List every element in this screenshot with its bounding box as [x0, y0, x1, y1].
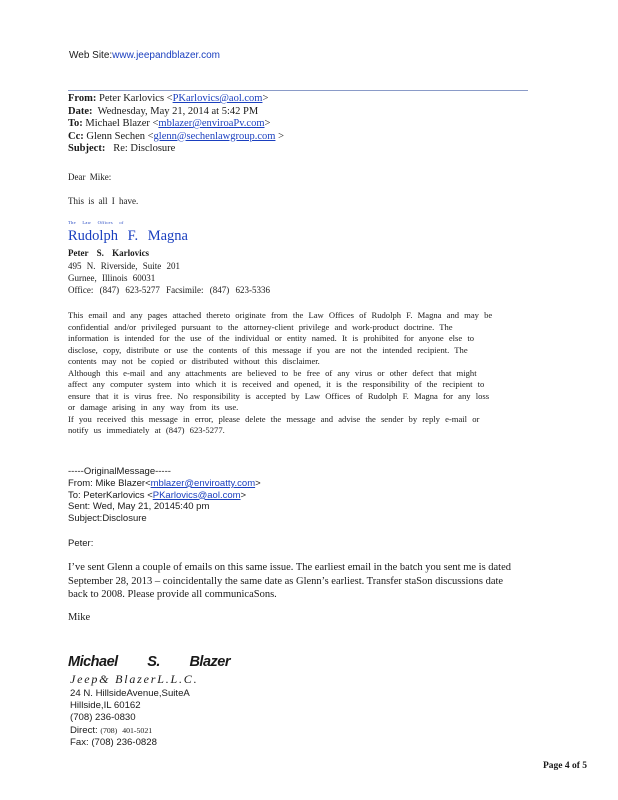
cc-close: >	[275, 130, 285, 142]
disclaimer-block	[68, 310, 518, 437]
original-to-close: >	[240, 489, 247, 501]
to-email-link[interactable]: mblazer@enviroaPv.com	[158, 118, 265, 129]
original-divider: -----OriginalMessage-----	[68, 466, 171, 477]
disclaimer-line: notify us immediately at (847) 623-5277.	[68, 425, 225, 435]
blazer-sig-direct-label: Direct:	[70, 724, 98, 736]
original-to-label: To: PeterKarlovics <	[68, 489, 153, 501]
page-number: Page 4 of 5	[543, 761, 588, 771]
original-to-line	[68, 490, 261, 502]
blazer-sig-direct	[70, 725, 190, 737]
message-line-1: I’ve sent Glenn a couple of emails on this same issue. The earliest email in the batch you sent me is dated	[68, 562, 512, 573]
original-subject-line: Subject:Disclosure	[68, 513, 147, 525]
original-from-email-link[interactable]: mblazer@enviroatty.com	[150, 477, 256, 489]
original-sent-line: Sent: Wed, May 21, 20145:40 pm	[68, 501, 210, 513]
website-link[interactable]: www.jeepandblazer.com	[112, 50, 221, 61]
from-close: >	[262, 93, 269, 104]
from-name: Peter Karlovics <	[99, 93, 173, 104]
law-sig-person: Peter S. Karlovics	[68, 248, 150, 258]
cc-label: Cc:	[68, 130, 84, 142]
to-label: To:	[68, 118, 83, 129]
blazer-sig-address2: Hillside,IL 60162	[70, 700, 141, 712]
message-line-3: back to 2008. Please provide all communicaSons.	[68, 589, 277, 600]
to-line	[68, 118, 548, 131]
original-to-email-link[interactable]: PKarlovics@aol.com	[152, 489, 241, 501]
original-from-close: >	[255, 477, 261, 489]
blazer-sig-fax: Fax: (708) 236-0828	[70, 736, 157, 748]
to-name: Michael Blazer <	[85, 118, 159, 129]
disclaimer-line: If you received this message in error, please delete the message and advise the sender by reply e-mail or	[68, 413, 480, 424]
message-greeting: Peter:	[68, 538, 94, 549]
cc-email-link[interactable]: glenn@sechenlawgroup.com	[153, 130, 276, 142]
email-header	[68, 93, 548, 156]
law-sig-address2: Gurnee, Illinois 60031	[68, 273, 156, 283]
disclaimer-line: Although this e-mail and any attachments are believed to be free of any virus or other defect that might	[68, 367, 477, 378]
blazer-sig-phone: (708) 236-0830	[70, 712, 136, 724]
date-line	[68, 106, 548, 119]
from-email-link[interactable]: PKarlovics@aol.com	[172, 93, 263, 104]
law-sig-address1: 495 N. Riverside, Suite 201	[68, 261, 180, 271]
date-value: Wednesday, May 21, 2014 at 5:42 PM	[97, 105, 259, 117]
subject-line	[68, 143, 548, 156]
message-signoff: Mike	[68, 612, 91, 623]
blazer-sig-company: Jeep& BlazerL.L.C.	[70, 672, 199, 686]
cc-line	[68, 131, 548, 144]
disclaimer-line: information is intended for the use of the individual or entity named. It is prohibited for anyone else to	[68, 333, 475, 343]
message-line-2: September 28, 2013 – coincidentally the same date as Glenn’s earliest. Transfer staSon discussions date	[68, 575, 504, 587]
website-line	[69, 50, 220, 61]
law-sig-phones: Office: (847) 623-5277 Facsimile: (847) 623-5336	[68, 285, 271, 295]
disclaimer-line: affect any computer system into which it is received and opened, it is the responsibility of the recipient to	[68, 379, 485, 389]
disclaimer-line: ensure that it is virus free. No responsibility is accepted by Law Offices of Rudolph F. Magna for any loss	[68, 390, 490, 401]
blazer-sig-direct-value: (708) 401-5021	[100, 725, 153, 735]
law-office-tiny-heading: The Law Offices of	[68, 220, 124, 225]
to-close: >	[264, 118, 271, 129]
original-message-block	[68, 466, 261, 525]
blazer-sig-contact	[70, 688, 190, 749]
subject-label: Subject:	[68, 143, 106, 154]
blazer-sig-name: Michael S. Blazer	[68, 654, 230, 670]
disclaimer-line: disclose, copy, distribute or use the contents of this message if you are not the intended recipient. The	[68, 344, 468, 355]
date-label: Date:	[68, 105, 93, 117]
reply-greeting: Dear Mike:	[68, 172, 112, 182]
reply-body: This is all I have.	[68, 196, 139, 206]
from-label: From:	[68, 93, 97, 104]
disclaimer-line: contents may not be copied or distributed without this disclaimer.	[68, 356, 320, 366]
subject-value: Re: Disclosure	[113, 143, 176, 154]
message-paragraph	[68, 561, 558, 602]
header-divider	[68, 90, 528, 91]
blazer-sig-address1: 24 N. HillsideAvenue,SuiteA	[70, 688, 190, 699]
cc-name: Glenn Sechen <	[86, 130, 154, 142]
disclaimer-line: confidential and/or privileged pursuant to the attorney-client privilege and work-product doctrine. The	[68, 321, 453, 332]
disclaimer-line: or damage arising in any way from its use.	[68, 402, 239, 412]
website-label: Web Site:	[69, 50, 113, 61]
original-from-line	[68, 478, 261, 490]
from-line	[68, 93, 548, 106]
firm-name: Rudolph F. Magna	[68, 228, 188, 244]
original-from-label: From: Mike Blazer<	[68, 477, 151, 489]
disclaimer-line: This email and any pages attached thereto originate from the Law Offices of Rudolph F. Magna and may be	[68, 310, 493, 320]
